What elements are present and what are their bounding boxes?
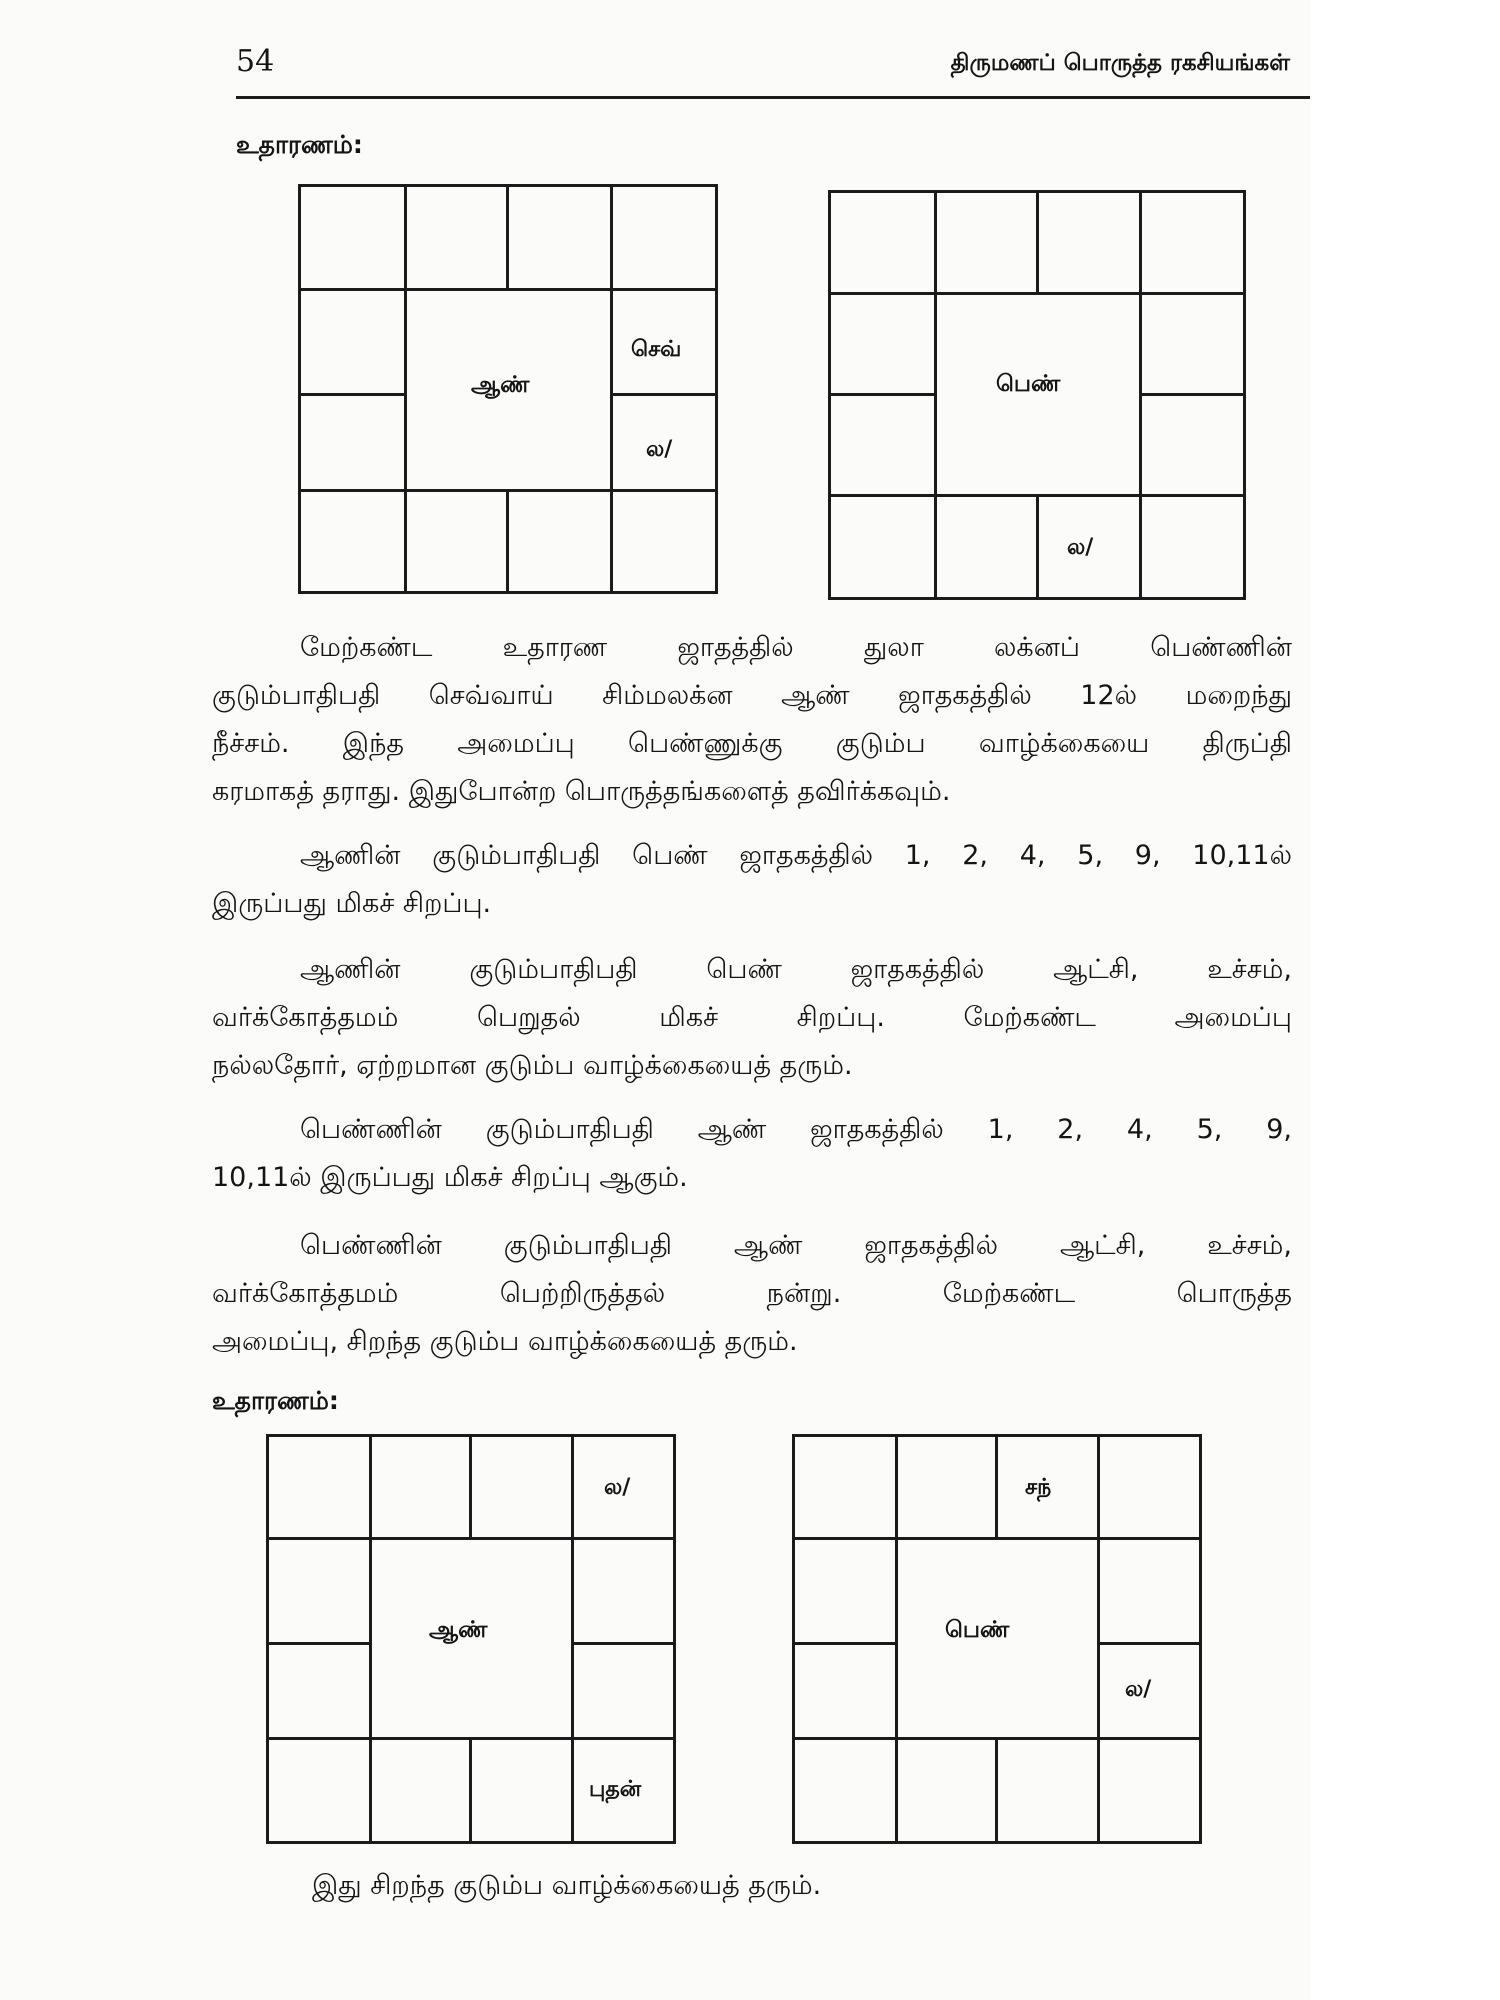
paragraph-line: வர்க்கோத்தமம் பெற்றிருத்தல் நன்று. மேற்கண்ட பொருத்த	[212, 1278, 1292, 1309]
paragraph-line: நீச்சம். இந்த அமைப்பு பெண்ணுக்கு குடும்ப வாழ்க்கையை திருப்தி	[212, 728, 1292, 759]
page-edge	[1310, 0, 1500, 2000]
paragraph-line: அமைப்பு, சிறந்த குடும்ப வாழ்க்கையைத் தரும்.	[212, 1326, 798, 1357]
paragraph-line: கரமாகத் தராது. இதுபோன்ற பொருத்தங்களைத் தவிர்க்கவும்.	[212, 776, 951, 807]
chart-label-budhan: புதன்	[589, 1777, 642, 1802]
chart-label-lagna: ல/	[646, 437, 673, 462]
male-horoscope-chart-1	[298, 184, 718, 594]
chart-label-lagna: ல/	[1125, 1677, 1152, 1702]
chart-label-san: சந்	[1025, 1475, 1052, 1500]
female-horoscope-chart-1	[828, 190, 1246, 600]
paragraph-line: இருப்பது மிகச் சிறப்பு.	[212, 888, 492, 919]
female-horoscope-chart-2	[792, 1434, 1202, 1844]
header-rule	[236, 96, 1310, 99]
chart-label-lagna: ல/	[604, 1475, 631, 1500]
male-horoscope-chart-2	[266, 1434, 676, 1844]
page-number: 54	[236, 44, 275, 79]
paragraph-line: பெண்ணின் குடும்பாதிபதி ஆண் ஜாதகத்தில் 1, 2, 4, 5, 9,	[300, 1114, 1292, 1145]
paragraph-2	[212, 832, 1292, 928]
running-head: திருமணப் பொருத்த ரகசியங்கள்	[950, 50, 1290, 76]
paragraph-3	[212, 946, 1292, 1090]
example-heading-2: உதாரணம்:	[212, 1386, 339, 1415]
paragraph-line: 10,11ல் இருப்பது மிகச் சிறப்பு ஆகும்.	[212, 1162, 688, 1193]
paragraph-line: பெண்ணின் குடும்பாதிபதி ஆண் ஜாதகத்தில் ஆட்சி, உச்சம்,	[300, 1230, 1292, 1261]
paragraph-1	[212, 624, 1292, 816]
chart-center-male: ஆண்	[429, 1617, 488, 1643]
chart-center-male: ஆண்	[471, 372, 530, 398]
paragraph-line: வர்க்கோத்தமம் பெறுதல் மிகச் சிறப்பு. மேற்கண்ட அமைப்பு	[212, 1002, 1292, 1033]
paragraph-line: மேற்கண்ட உதாரண ஜாதத்தில் துலா லக்னப் பெண்ணின்	[300, 632, 1292, 663]
chart-label-lagna: ல/	[1067, 535, 1094, 560]
paragraph-5	[212, 1222, 1292, 1366]
paragraph-line: குடும்பாதிபதி செவ்வாய் சிம்மலக்ன ஆண் ஜாதகத்தில் 12ல் மறைந்து	[212, 680, 1292, 711]
paragraph-line: ஆணின் குடும்பாதிபதி பெண் ஜாதகத்தில் 1, 2, 4, 5, 9, 10,11ல்	[300, 840, 1292, 871]
closing-line: இது சிறந்த குடும்ப வாழ்க்கையைத் தரும்.	[312, 1870, 822, 1901]
example-heading-1: உதாரணம்:	[236, 130, 363, 159]
paragraph-4	[212, 1106, 1292, 1202]
paragraph-line: ஆணின் குடும்பாதிபதி பெண் ஜாதகத்தில் ஆட்சி, உச்சம்,	[300, 954, 1292, 985]
chart-label-sev: செவ்	[631, 337, 682, 362]
paragraph-line: நல்லதோர், ஏற்றமான குடும்ப வாழ்க்கையைத் தரும்.	[212, 1050, 853, 1081]
chart-center-female: பெண்	[945, 1617, 1010, 1643]
chart-center-female: பெண்	[996, 371, 1061, 397]
